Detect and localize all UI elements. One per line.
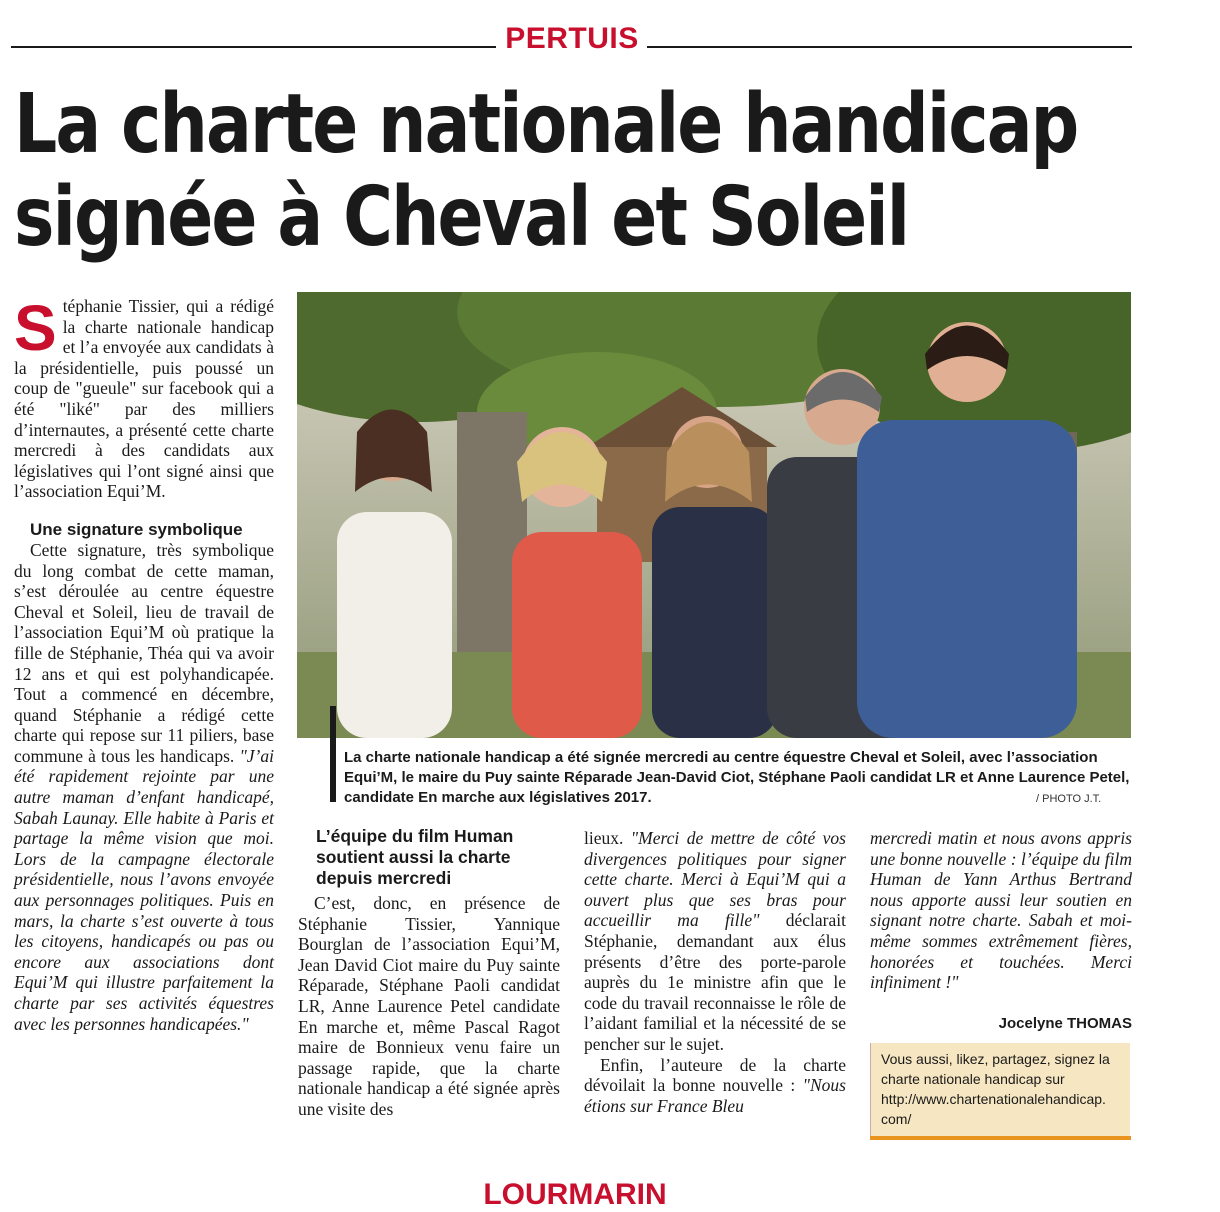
- col3-body: [584, 828, 846, 1055]
- section-rule-left: [11, 46, 496, 48]
- section-title: PERTUIS: [505, 22, 639, 55]
- photo-caption: La charte nationale handicap a été signée mercredi au centre équestre Cheval et Soleil, avec l’association Equi’M, le maire du Puy sainte Réparade Jean-David Ciot, Stéphane Paoli candidat LR et Anne Laurence Petel, candidate En marche aux législatives 2017.: [344, 749, 1130, 806]
- article-column-4: [870, 828, 1132, 993]
- next-section-title: LOURMARIN: [483, 1178, 667, 1211]
- article-column-3: [584, 828, 846, 1116]
- headline-line-1: La charte nationale handicap: [14, 77, 1078, 172]
- col3-para-2: [584, 1055, 846, 1117]
- intro-text: téphanie Tissier, qui a rédigé la charte nationale handicap et l’a envoyée aux candidats à la présidentielle, puis poussé un coup de "gueule" sur facebook qui a été "liké" par des milliers d’internautes, a présenté cette charte mercredi à des candidats aux législatives qui l’ont signé ainsi que l’association Equi’M.: [14, 296, 274, 502]
- headline: [14, 78, 1100, 264]
- headline-line-2: signée à Cheval et Soleil: [14, 170, 909, 265]
- col1-body-text: Cette signature, très symbolique du long combat de cette maman, s’est déroulée au centre équestre Cheval et Soleil, lieu de travail de l’association Equi’M où pratique la fille de Stéphanie, Théa qui va avoir 12 ans et qui est polyhandicapée. Tout a commencé en décembre, quand Stéphanie a rédigé cette charte qui repose sur 11 piliers, base commune à tous les handicaps.: [14, 539, 274, 766]
- col3-quote-1: "Merci de mettre de côté vos divergences politiques pour signer cette charte. Merci à Equi’M qui a ouvert plus que ses bras pour accueillir ma fille": [584, 828, 846, 931]
- col2-body: C’est, donc, en présence de Stéphanie Tissier, Yannique Bourglan de l’association Equi’M, Jean David Ciot maire du Puy sainte Réparade, Stéphane Paoli candidat LR, Anne Laurence Petel candidate En marche et, même Pascal Ragot maire de Bonnieux venu faire un passage rapide, que la charte nationale handicap a été signée après une visite des: [298, 893, 560, 1119]
- info-link[interactable]: [881, 1089, 1120, 1129]
- photo-credit: / PHOTO J.T.: [1036, 793, 1102, 805]
- intro-paragraph: [14, 292, 274, 502]
- info-line-1: Vous aussi, likez, partagez, signez la: [881, 1051, 1110, 1067]
- section-rule-right: [647, 46, 1132, 48]
- info-line-4[interactable]: com/: [881, 1111, 912, 1127]
- col3-start: lieux.: [584, 828, 631, 848]
- info-line-3[interactable]: http://www.chartenationalehandicap.: [881, 1091, 1106, 1107]
- info-line-2: charte nationale handicap sur: [881, 1071, 1065, 1087]
- col3-para2-text: Enfin, l’auteure de la charte dévoilait la bonne nouvelle :: [584, 1054, 846, 1096]
- info-box: [870, 1043, 1130, 1136]
- col1-quote: "J’ai été rapidement rejointe par une autre maman d’enfant handicapé, Sabah Launay. Elle habite à Paris et partage la même vision que moi. Lors de la campagne électorale présidentielle, nous l’avons envoyée aux personnages politiques. Puis en mars, la charte s’est ouverte à tous les citoyens, handicapés ou pas ou encore aux associations dont Equi’M qui illustre parfaitement la charte par ses activités équestres avec les personnes handicapées.": [14, 745, 274, 1034]
- col1-body: [14, 540, 274, 1034]
- article-column-1: [14, 292, 274, 1034]
- subhead-human: L’équipe du film Human soutient aussi la charte depuis mercredi: [316, 826, 514, 888]
- drop-cap: S: [14, 292, 57, 364]
- caption-bar: [330, 706, 336, 802]
- info-box-bar: [870, 1136, 1131, 1140]
- col4-quote: mercredi matin et nous avons appris une bonne nouvelle : l’équipe du film Human de Yann Arthus Bertrand nous apporte aussi leur soutien en signant notre charte. Sabah et moi-même sommes extrêmement fières, honorées et touchées. Merci infiniment !": [870, 828, 1132, 993]
- article-photo: [297, 292, 1131, 738]
- photo-illustration: [297, 292, 1131, 738]
- col3-mid: déclarait Stéphanie, demandant aux élus présents d’être des porte-parole auprès du 1e ministre afin que le code du travail reconnaisse le rôle de l’aidant familial et la nécessité de se pencher sur le sujet.: [584, 910, 846, 1054]
- subhead-signature: Une signature symbolique: [30, 519, 243, 539]
- col3-quote-2: "Nous étions sur France Bleu: [584, 1075, 846, 1116]
- article-column-2: [298, 826, 560, 1120]
- author-byline: Jocelyne THOMAS: [998, 1015, 1132, 1032]
